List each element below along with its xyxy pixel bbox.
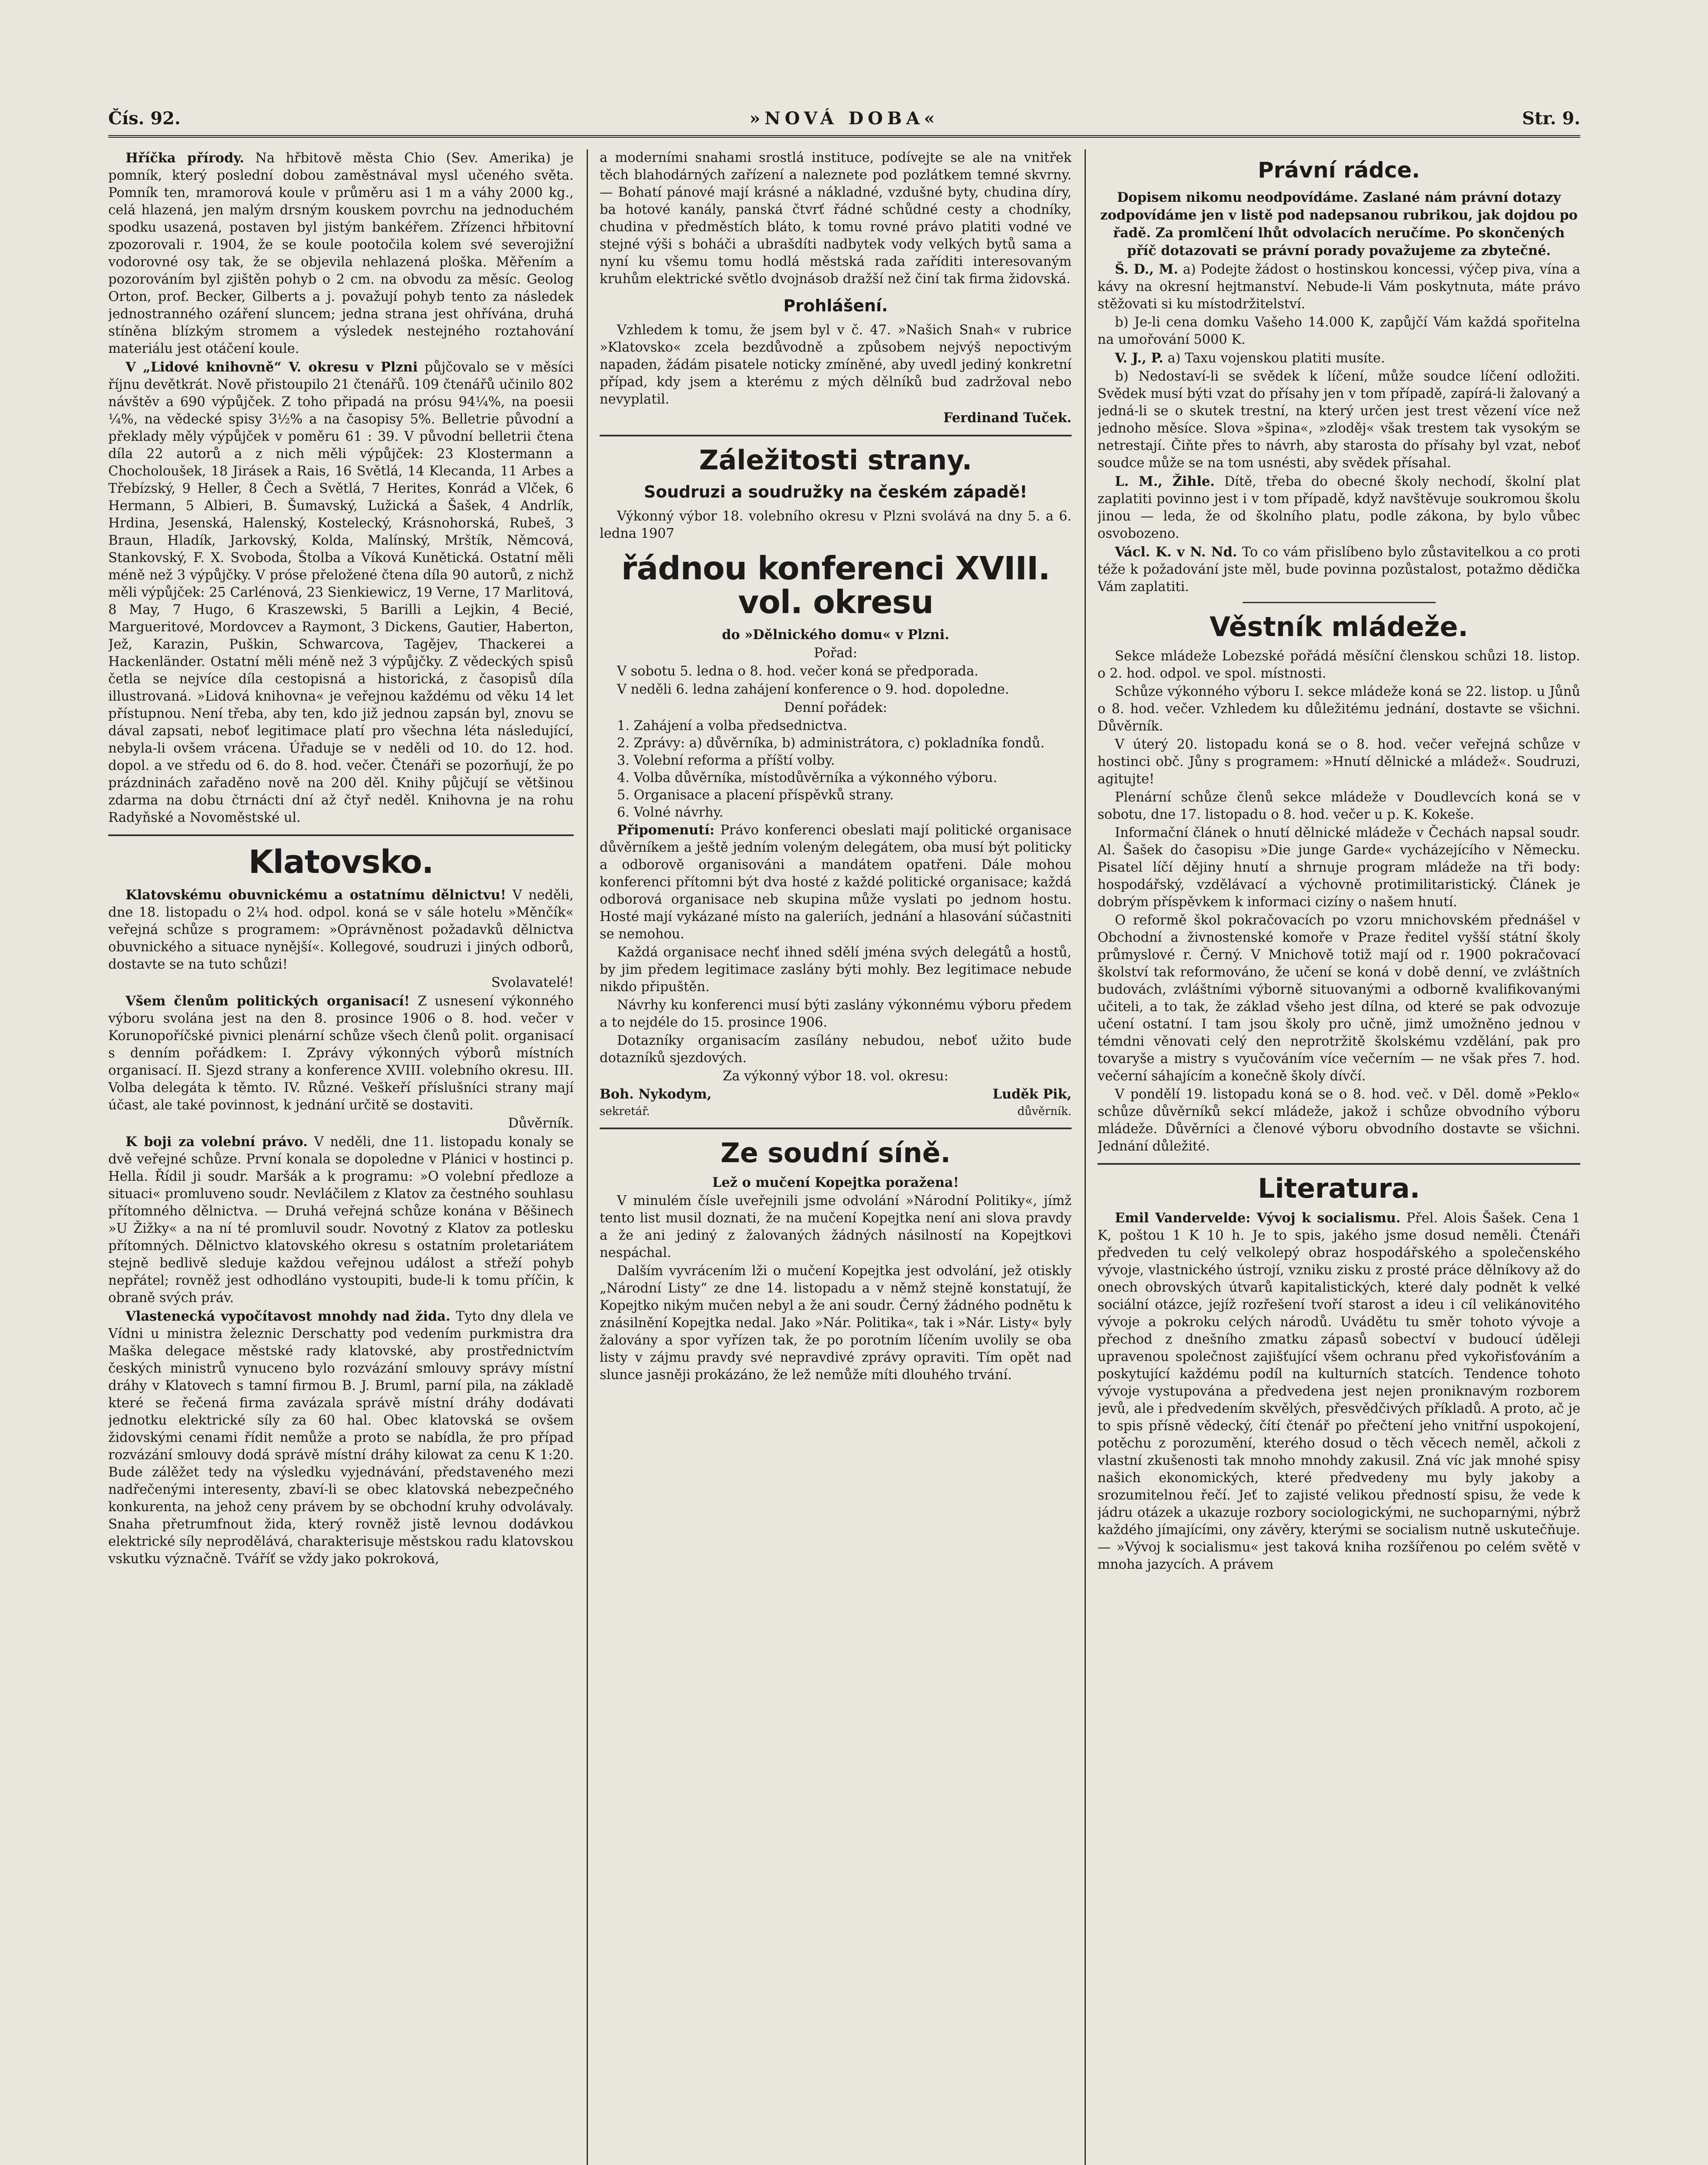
section-heading-vestnik: Věstník mládeže. xyxy=(1209,611,1469,643)
answer: Václ. K. v N. Nd. To co vám přislíbeno bylo zůstavitelkou a co proti téže k požadování jste měl, bude povinna pozůstalost, potažmo dědička Vám zaplatiti. xyxy=(1098,544,1580,595)
answer: L. M., Žihle. Dítě, třeba do obecné školy nechodí, školní plat zaplatiti povinno jest i v tom případě, když navštěvuje soukromou školu jinou — leda, že od školního platu, podle zákona, by bylo vůbec osvobozeno. xyxy=(1098,473,1580,541)
paragraph: Dotazníky organisacím zasílány nebudou, neboť užito bude dotazníků sjezdových. xyxy=(600,1033,1072,1066)
section-heading-prohlaseni: Prohlášení. xyxy=(783,296,888,315)
soudni-subheading: Lež o mučení Kopejtka poražena! xyxy=(712,1175,959,1191)
signatures xyxy=(600,1086,1072,1120)
agenda-item: 1. Zahájení a volba předsednictva. xyxy=(617,718,847,734)
answer: b) Nedostaví-li se svědek k líčení, může soudce líčení odložiti. Svědek musí býti vzat do přísahy jen v tom případě, zapírá-li žalovaný a jedná-li se o skutek trestní, na který určen jest trest vězení více než jednoho měsíce. Slova »špina«, »zloděj« však trestem tak vysokým se netrestají. Čiňte přes to návrh, aby starosta do přísahy byl vzat, neboť soudce může se na tom usnésti, aby svědek přísahal. xyxy=(1098,368,1580,471)
notice-obuvnici: Klatovskému obuvnickému a ostatnímu dělnictvu! V neděli, dne 18. listopadu o 2¼ hod. odpol. koná se v sále hotelu »Měnčík« veřejná schůze s programem: »Oprávněnost požadavků dělnictva obuvnického a situace nynější«. Kollegové, soudruzi i jiných odborů, dostavte se na tuto schůzi! xyxy=(108,887,574,972)
answer: Š. D., M. a) Podejte žádost o hostinskou koncessi, výčep piva, vína a kávy na okresní hejtmanství. Nebude-li Vám poskytnuta, máte právo stěžovati si ku místodržitelství. xyxy=(1098,261,1580,312)
column-divider xyxy=(1085,149,1086,2165)
headline-konference: řádnou konferenci XVIII. vol. okresu xyxy=(621,549,1050,621)
answer: b) Je-li cena domku Vašeho 14.000 K, zapůjčí Vám každá spořitelna na umořování 5000 K. xyxy=(1098,314,1580,347)
agenda-item: 6. Volné návrhy. xyxy=(617,805,723,821)
section-divider xyxy=(108,834,574,836)
issue-number: Čís. 92. xyxy=(108,108,181,129)
article-lead: Hříčka přírody. xyxy=(126,150,244,166)
section-heading-klatovsko: Klatovsko. xyxy=(248,843,434,881)
paragraph: V minulém čísle uveřejnili jsme odvolání »Národní Politiky«, jímž tento list musil doznati, že na mučení Kopejtka není ani slova pravdy a že ani jediný z žalovaných žádných násilností na Kopejtkovi nespáchal. xyxy=(600,1193,1072,1261)
signature-right: Luděk Pik, důvěrník. xyxy=(992,1086,1072,1118)
denni-poradek-label: Denní pořádek: xyxy=(784,700,888,716)
section-divider xyxy=(600,1128,1072,1129)
vestnik-item: Informační článek o hnutí dělnické mládeže v Čechách napsal soudr. Al. Šašek do časopisu »Die junge Garde« vycházejícího v Německu. Pisatel líčí dějiny hnutí a shrnuje program mládeže na tři body: hospodářský, vzdělávací a výchovně protimilitaristický. Článek je dobrým příspěvkem k informaci cizíny o našem hnutí. xyxy=(1098,825,1580,910)
masthead-rule xyxy=(108,135,1580,138)
vestnik-item: Schůze výkonného výboru I. sekce mládeže koná se 22. listop. u Jůnů o 8. hod. večer. Vzhledem ku důležitému jednání, dostavte se všichni. Důvěrník. xyxy=(1098,684,1580,734)
column-3 xyxy=(1098,149,1580,2165)
vestnik-item: Plenární schůze členů sekce mládeže v Doudlevcích koná se v sobotu, dne 17. listopadu o 8. hod. večer u p. K. Kokeše. xyxy=(1098,789,1580,822)
signature-left: Boh. Nykodym, sekretář. xyxy=(600,1086,712,1118)
divider xyxy=(1243,602,1436,603)
agenda-item: 2. Zprávy: a) důvěrníka, b) administrátora, c) pokladníka fondů. xyxy=(617,736,1045,751)
pravni-intro: Dopisem nikomu neodpovídáme. Zaslané nám právní dotazy zodpovídáme jen v listě pod nadepsanou rubrikou, jak dojdou po řadě. Za promlčení lhůt odvolacích neručíme. Po skončených příč dotazovati se právní porady považujeme za zbytečné. xyxy=(1100,189,1578,259)
agenda-item: 4. Volba důvěrníka, místodůvěrníka a výkonného výboru. xyxy=(617,770,998,786)
svolani-text: Výkonný výbor 18. volebního okresu v Plzni svolává na dny 5. a 6. ledna 1907 xyxy=(600,508,1072,541)
notice-signature: Důvěrník. xyxy=(508,1115,574,1131)
newspaper-title: »NOVÁ DOBA« xyxy=(749,108,939,129)
article-lead: V „Lidové knihovně“ V. okresu v Plzni xyxy=(126,359,418,375)
section-divider xyxy=(600,435,1072,436)
section-divider xyxy=(1098,1163,1580,1165)
paragraph: Návrhy ku konferenci musí býti zaslány výkonnému výboru předem a to nejdéle do 15. prosince 1906. xyxy=(600,998,1072,1031)
agenda-item: 5. Organisace a placení příspěvků strany. xyxy=(617,788,894,803)
article-volebni-pravo: K boji za volební právo. V neděli, dne 11. listopadu konaly se dvě veřejné schůze. První konala se dopoledne v Plánici v hostinci p. Hella. Řídil ji soudr. Maršák a k programu: »O volební předloze a situaci« promluveno soudr. Nevláčilem z Klatov za čestného souhlasu přítomného dělnictva. — Druhá veřejná schůze konána v Běšinech »U Žižky« a na ní té promluvil soudr. Novotný z Klatov za potlesku přítomných. Dělnictvo klatovského okresu s ostatním proletariátem stejně bedlivě sleduje každou veřejnou událost a střeží pohyb nepřátel; rovněž jest odhodláno vystoupiti, bude-li k tomu příčin, k obraně svých práv. xyxy=(108,1134,574,1305)
konference-venue: do »Dělnického domu« v Plzni. xyxy=(722,627,949,643)
page-number: Str. 9. xyxy=(1522,108,1580,129)
section-heading-zalezitosti: Záležitosti strany. xyxy=(699,444,972,476)
vestnik-item: V pondělí 19. listopadu koná se o 8. hod. več. v Děl. domě »Peklo« schůze důvěrníků sekcí mládeže, jakož i schůze obvodního výboru mládeže. Důvěrníci a členové výboru obvodního dostavte se všichni. Jednání důležité. xyxy=(1098,1086,1580,1154)
prohlaseni-text: Vzhledem k tomu, že jsem byl v č. 47. »Našich Snah« v rubrice »Klatovsko« zcela bezdůvodně a způsobem nejvýš nepoctivým napaden, žádám pisatele noticky zmíněné, aby uvedl jediný konkretní případ, kdy jsem a kterému z mých dělníků bud zadržoval nebo nevyplatil. xyxy=(600,322,1072,407)
article-hricka: Hříčka přírody. Na hřbitově města Chio (Sev. Amerika) je pomník, který poslední dobou zaměstnával mysl učeného světa. Pomník ten, mramorová koule v průměru asi 1 m a váhy 2000 kg., celá hlazená, jen malým drsným kouskem povrchu na jednoduchém spodku usazená, postaven byl jistým bankéřem. Zřízenci hřbitovní zpozorovali r. 1904, že se koule pootočila kolem své severojižní vodorovné osy tak, že se objevila nehlazená ploška. Měřením a pozorováním byl zjištěn pohyb o 2 cm. na obvodu za měsíc. Geolog Orton, prof. Becker, Gilberts a j. považují pohyb tento za následek jednostranného ozáření sluncem; jedna strana jest ohřívána, druhá stíněna blízkým stromem a výsledek nestejného roztahování materiálu jest otáčení koule. xyxy=(108,150,574,356)
prohlaseni-signature: Ferdinand Tuček. xyxy=(943,410,1072,426)
article-knihovna: V „Lidové knihovně“ V. okresu v Plzni půjčovalo se v měsíci říjnu devětkrát. Nově přistoupilo 21 čtenářů. 109 čtenářů učinilo 802 návštěv a 690 výpůjček. Z toho připadá na prósu 94¼%, na poesii ¼%, na vědecké spisy 3½% a na časopisy 5%. Belletrie původní a překlady měly výpůjček v poměru 61 : 39. V původní belletrii čtena díla 22 autorů a z nich měli výpůjček: 23 Klostermann a Chocholoušek, 18 Jirásek a Rais, 16 Světlá, 14 Klecanda, 11 Arbes a Třebízský, 9 Heller, 8 Čech a Světlá, 7 Herites, Konrád a Vlček, 6 Hermann, 5 Albieri, B. Šumavský, Lužická a Šašek, 4 Andrlík, Hrdina, Jesenská, Halenský, Kostelecký, Krásnohorská, Rubeš, 3 Braun, Hladík, Jarkovský, Kolda, Malínský, Mrštík, Němcová, Stankovský, F. X. Svoboda, Štolba a Víková Kunětická. Ostatní měli méně než 3 výpůjčky. V próse přeložené čtena díla 90 autorů, z nichž měli výpůjček: 25 Carlénová, 23 Sienkiewicz, 19 Verne, 17 Marlitová, 8 May, 7 Hugo, 6 Kraszewski, 5 Barilli a Lejkin, 4 Becié, Margueritové, Mordovcev a Raymont, 3 Dickens, Gautier, Haberton, Jež, Karazin, Puškin, Schwarcova, Tagějev, Thackerei a Hackenländer. Ostatní měli méně než 3 výpůjčky. Z vědeckých spisů četla se nejvíce díla cestopisná a historická, z časopisů díla illustrovaná. »Lidová knihovna« je veřejnou každému od věku 14 let přístupnou. Není třeba, aby ten, kdo již jednou zapsán byl, znovu se dával zapsati, neboť legitimace platí pro všechna léta následující, nebyla-li ovšem vrácena. Úřaduje se v neděli od 10. do 12. hod. dopol. a ve středu od 6. do 8. hod. večer. Čtenáři se pozorňují, že po prázdninách zařaděno nově na 200 děl. Knihy půjčují se většinou zdarma na dobu čtrnácti dní až čtyř neděl. Knihovna je na rohu Radyňské a Novoměstské ul. xyxy=(108,359,574,825)
porad-item: V neděli 6. ledna zahájení konference o 9. hod. dopoledne. xyxy=(617,682,1009,698)
subheading-soudruzi: Soudruzi a soudružky na českém západě! xyxy=(644,482,1027,501)
newspaper-page xyxy=(108,108,1580,2165)
porad-label: Pořad: xyxy=(814,646,858,661)
column-divider xyxy=(587,149,588,2165)
notice-signature: Svolavatelé! xyxy=(491,975,574,990)
literatura-review: Emil Vandervelde: Vývoj k socialismu. Přel. Alois Šašek. Cena 1 K, poštou 1 K 10 h. Je to spis, jakého jsme dosud neměli. Čtenáři předveden tu celý velkolepý obraz hospodářského a společenského vývoje, vlastnického ústrojí, vzniku zisku z prosté práce dělníkovy až do onech obrovských útvarů kapitalistických, které daly podnět k velké sociální otázce, jejíž rozřešení tvoří starost a ideu i cíl velikánovitého vývoje a pokroku celých národů. Uvádětu tu směr tohoto vývoje a přechod z dnešního zmatku zápasů sobectví v budoucí úděleji upravenou společnost zajišťující všem ochranu před vykořisťováním a poskytující každému podíl na kulturních statcích. Tendence tohoto vývoje vystupována a předvedena jest nejen proniknavým rozborem jevů, ale i předvedením skvělých, přesvědčivých příkladů. A proto, ač je to spis přísně vědecký, čítí čtenář po přečtení jeho vnitřní uspokojení, potěchu z porozumění, kterého dosud o těch věcech neměl, ačkoli z vlastní zkušenosti tak mnoho mnohdy zakusil. Zná víc jak mnohé spisy našich ekonomických, které předvedeny mu byly jakoby a srozumitelnou řečí. Jeť to zajisté velikou předností spisu, že vede k jádru otázek a ukazuje rozbory sociologickými, ne suchoparnými, nýbrž každého jímajícími, ony závěry, kterými se socialism nutně uskutečňuje. — »Vývoj k socialismu« jest taková kniha rozšířenou po celém světě v mnoha jazycích. A právem xyxy=(1098,1210,1580,1572)
pripomenuti: Připomenutí: Právo konferenci obeslati mají politické organisace důvěrníkem a ještě jedním voleným delegátem, oba musí být politicky a odborově organisováni a mandátem opatřeni. Dále mohou konferenci přítomni být dva hosté z každé politické organisace; každá odborová organisace neb skupina může vyslati po jednom hostu. Hosté mají vykázané místo na galeriích, jednání a hlasování súčastniti se nemohou. xyxy=(600,822,1072,942)
article-vlastenecka: Vlastenecká vypočítavost mnohdy nad žida. Tyto dny dlela ve Vídni u ministra železnic Derschatty pod vedením purkmistra dra Maška delegace městské rady klatovské, aby prostřednictvím českých ministrů vynuceno bylo rozvázání smlouvy správy místní dráhy v Klatovech s tamní firmou B. J. Bruml, parní pila, na základě které se řečená firma zavázala správě místní dráhy dodávati jednotku elektrické síly za 60 hal. Obec klatovská se ovšem židovskými cenami řídit nemůže a proto se nabídla, že pro případ rozvázání smlouvy dodá správě místní dráhy kilowat za cenu K 1:20. Bude zálěžet tedy na výsledku vyjednávání, představeného mezi nadřečenými interesenty, zbaví-li se obec klatovská nebezpečného konkurenta, na jehož ceny právem by se obchodní kruhy odvolávaly. Snaha přetrumfnout žida, který rovněž jistě levnou dodávkou elektrické síly neprodělává, charakterisuje městskou radu klatovskou vskutku význačně. Tváříť se vždy jako pokroková, xyxy=(108,1308,574,1567)
vestnik-item: Sekce mládeže Lobezské pořádá měsíční členskou schůzi 18. listop. o 2. hod. odpol. ve spol. místnosti. xyxy=(1098,648,1580,681)
section-heading-pravni: Právní rádce. xyxy=(1258,158,1420,183)
porad-item: V sobotu 5. ledna o 8. hod. večer koná se předporada. xyxy=(617,664,978,679)
answer: V. J., P. a) Taxu vojenskou platiti musíte. xyxy=(1115,350,1385,366)
paragraph: Dalším vyvrácením lži o mučení Kopejtka jest odvolání, jež otiskly „Národní Listy“ ze dne 14. listopadu a v němž stejně konstatují, že Kopejtko nikým mučen nebyl a že ani soudr. Černý žádného podnětu k znásilnění Kopejtka nedal. Jako »Nár. Politika«, tak i »Nár. Listy« byly žalovány a spor vyřízen tak, že po porotním líčením uvolily se oba listy v zájmu pravdy své nepravdivé zprávy opraviti. Tím opět nad slunce jasněji prokázáno, že lež nemůže míti dlouhého trvání. xyxy=(600,1263,1072,1383)
masthead xyxy=(108,108,1580,134)
vestnik-item: O reformě škol pokračovacích po vzoru mnichovském přednášel v Obchodní a živnostenské komoře v Praze ředitel vyšší státní školy průmyslové r. Černý. V Mnichově totiž mají od r. 1900 pokračovací školství tak reformováno, že učení se koná v době denní, ve zvláštních budovách, zvláštními výborně situovanými a odborně kvalifikovanými učiteli, a to tak, že základ všeho jest dílna, od které se pak odvozuje učení ostatní. I tam jsou školy pro učně, jimž umožněno jednou v témdni věnovati celý den neprotržitě školskému vzdělání, pak pro tovaryše a mistry s vyučováním více večerním — ne však přes 7. hod. večerní sáhajícím a konečně školy dívčí. xyxy=(1098,912,1580,1084)
column-1 xyxy=(108,149,574,2165)
section-heading-soudni: Ze soudní síně. xyxy=(720,1137,951,1169)
paragraph: Každá organisace nechť ihned sdělí jména svých delegátů a hostů, by jim předem legitimace zaslány býti mohly. Bez legitimace nebude nikdo připuštěn. xyxy=(600,945,1072,995)
article-continuation: a moderními snahami srostlá instituce, podívejte se ale na vnitřek těch blahodárných zařízení a naleznete pod pozlátkem temné skvrny. — Bohatí pánové mají krásné a nákladné, vzdušné byty, chudina díry, ba hotové kanály, panská čtvrť řádné schůdné cesty a chodníky, chudina v předměstích bláto, k tomu rovné právo platiti vodné ve stejné výši s boháči a ubrašdíti nadbytek vody velkých bytů sama a nyní ku všemu tomu hodlá městská rada zaříditi interesovaným kruhům elektrické světlo dvojnásob dražší než činí tak firma židovská. xyxy=(600,150,1072,287)
notice-organisace: Všem členům politických organisací! Z usnesení výkonného výboru svolána jest na den 8. prosince 1906 o 8. hod. večer v Korunopoříčské pivnici plenární schůze všech členů polit. organisací s denním pořádkem: I. Zprávy výkonných výborů místních organisací. II. Sjezd strany a konference XVIII. volebního okresu. III. Volba delegáta k těmto. IV. Různé. Veškeří příslušníci strany mají účast, ale také povinnost, k jednání určitě se dostaviti. xyxy=(108,993,574,1113)
column-2 xyxy=(600,149,1072,2165)
section-heading-literatura: Literatura. xyxy=(1258,1172,1420,1204)
agenda-item: 3. Volební reforma a příští volby. xyxy=(617,753,835,769)
vestnik-item: V úterý 20. listopadu koná se o 8. hod. večer veřejná schůze v hostinci obč. Jůny s programem: »Hnutí dělnické a mládež«. Soudruzi, agitujte! xyxy=(1098,737,1580,787)
za-vybor: Za výkonný výbor 18. vol. okresu: xyxy=(723,1069,949,1084)
agenda-list xyxy=(600,717,1072,821)
